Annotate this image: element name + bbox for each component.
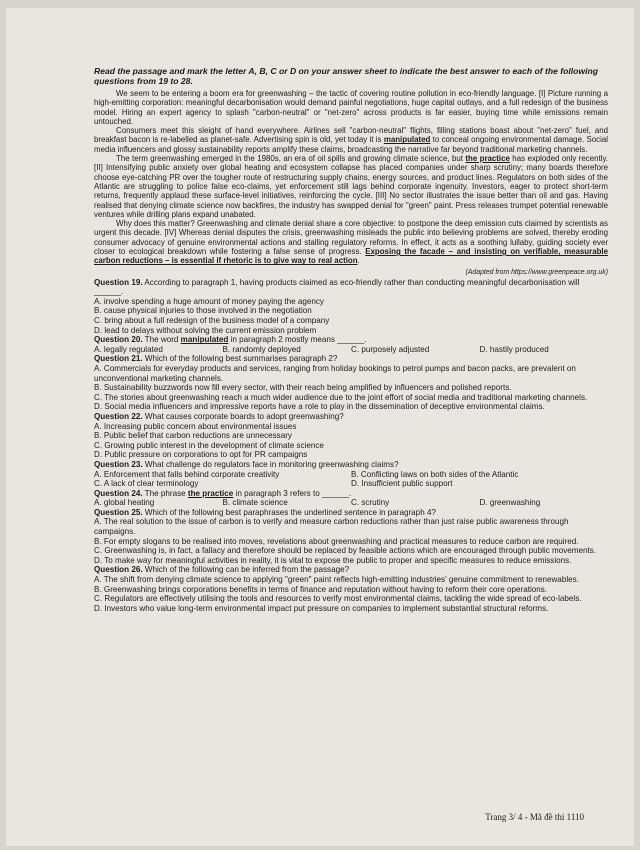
underlined-phrase-the-practice: the practice xyxy=(465,154,510,164)
source-citation: (Adapted from https://www.greenpeace.org.uk) xyxy=(465,268,608,276)
q20-option-b[interactable]: B. randomly deployed xyxy=(222,344,301,354)
q19-option-c[interactable]: C. bring about a full redesign of the business model of a company xyxy=(94,316,330,326)
exam-page xyxy=(6,8,634,846)
underlined-word-manipulated: manipulated xyxy=(383,135,431,145)
q22-option-d[interactable]: D. Public pressure on corporations to opt for PR campaigns xyxy=(94,450,308,460)
question-19: Question 19. According to paragraph 1, having products claimed as eco-friendly rather than conducting meaningful decarbonisation will ______. xyxy=(94,277,580,297)
q25-option-d[interactable]: D. To make way for meaningful activities in reality, it is vital to expose the public to proper and specific measures to reduce emissions. xyxy=(94,555,572,565)
page-footer: Trang 3/ 4 - Mã đề thi 1110 xyxy=(485,812,584,822)
q23-option-d[interactable]: D. Insufficient public support xyxy=(351,479,453,489)
instruction: Read the passage and mark the letter A, B, C or D on your answer sheet to indicate the best answer to each of the following questions from 19 to 28. xyxy=(94,66,598,86)
q22-option-b[interactable]: B. Public belief that carbon reductions are unnecessary xyxy=(94,431,292,441)
q24-option-b[interactable]: B. climate science xyxy=(222,498,288,508)
q24-options xyxy=(94,498,608,508)
q23-option-a[interactable]: A. Enforcement that falls behind corporate creativity xyxy=(94,469,280,479)
q25-option-b[interactable]: B. For empty slogans to be realised into moves, revelations about greenwashing and practical measures to reduce carbon are required. xyxy=(94,536,579,546)
q26-option-c[interactable]: C. Regulators are effectively utilising the tools and resources to verify most environmental claims, tackling the wide spread of eco-labels. xyxy=(94,594,582,604)
q21-option-c[interactable]: C. The stories about greenwashing reach a much wider audience due to the joint effort of social media and traditional marketing channels. xyxy=(94,392,588,402)
question-26: Question 26. Which of the following can be inferred from the passage? xyxy=(94,565,350,575)
q22-option-a[interactable]: A. Increasing public concern about environmental issues xyxy=(94,421,297,431)
question-21: Question 21. Which of the following best summarises paragraph 2? xyxy=(94,354,338,364)
q22-option-c[interactable]: C. Growing public interest in the development of climate science xyxy=(94,440,324,450)
question-24: Question 24. The phrase the practice in paragraph 3 refers to ______. xyxy=(94,488,352,498)
q23-options-row-2 xyxy=(94,479,608,489)
question-25: Question 25. Which of the following best paraphrases the underlined sentence in paragraph 4? xyxy=(94,507,436,517)
q24-option-d[interactable]: D. greenwashing xyxy=(479,498,541,508)
q25-option-c[interactable]: C. Greenwashing is, in fact, a fallacy and therefore should be replaced by feasible actions which are encouraged through public movements. xyxy=(94,546,597,556)
q21-option-a[interactable]: A. Commercials for everyday products and services, ranging from holiday bookings to petrol pumps and bacon packs, are prevalent on unconventional marketing channels. xyxy=(94,363,576,383)
q26-option-d[interactable]: D. Investors who value long-term environmental impact put pressure on companies to implement substantial structural reforms. xyxy=(94,603,549,613)
question-22: Question 22. What causes corporate boards to adopt greenwashing? xyxy=(94,411,344,421)
q19-option-d[interactable]: D. lead to delays without solving the current emission problem xyxy=(94,325,317,335)
q26-option-a[interactable]: A. The shift from denying climate science to applying "green" paint reflects high-emitting industries' genuine commitment to renewables. xyxy=(94,575,579,585)
q24-option-a[interactable]: A. global heating xyxy=(94,498,155,508)
q21-option-d[interactable]: D. Social media influencers and impressive reports have a role to play in the dissemination of deceptive environmental claims. xyxy=(94,402,545,412)
q24-option-c[interactable]: C. scrutiny xyxy=(351,498,390,508)
q20-option-d[interactable]: D. hastily produced xyxy=(479,344,549,354)
q21-option-b[interactable]: B. Sustainability buzzwords now fill every sector, with their reach being amplified by influencers and polished reports. xyxy=(94,383,512,393)
q23-options-row-1 xyxy=(94,470,608,480)
q25-option-a[interactable]: A. The real solution to the issue of carbon is to verify and measure carbon reductions rather than just raise public awareness through campaigns. xyxy=(94,517,569,537)
q26-option-b[interactable]: B. Greenwashing brings corporations benefits in terms of finance and reputation without having to reform their core operations. xyxy=(94,584,548,594)
passage-paragraph-2: Consumers meet this sleight of hand everywhere. Airlines sell "carbon-neutral" flights, filling stations boast about "net-zero" fuel, and breakfast bacon is re-labelled as planet-safe. Advertising spin is old, yet today it is manipulated to conceal ongoing environmental damage. Social media influencers and glossy sustainability reports amplify these claims, broadcasting the narrative far beyond traditional marketing channels. xyxy=(94,126,608,154)
question-23: Question 23. What challenge do regulators face in monitoring greenwashing claims? xyxy=(94,459,399,469)
passage-paragraph-4: Why does this matter? Greenwashing and climate denial share a core objective: to postpone the deep emission cuts claimed by scientists as urgent this decade. [IV] Whereas denial disputes the crisis, greenwashing misleads the public into believing problems are solved, thereby eroding consumer advocacy of genuine environmental actions and stalling regulatory reforms. In effect, it acts as a soothing lullaby, guiding society ever closer to ecological breakdown while fostering a false sense of progress. Exposing the facade – and insisting on verifiable, measurable carbon reductions – is essential if rhetoric is to give way to real action. xyxy=(94,219,608,266)
q23-option-b[interactable]: B. Conflicting laws on both sides of the Atlantic xyxy=(351,469,519,479)
q20-option-c[interactable]: C. purposely adjusted xyxy=(351,344,430,354)
underlined-sentence: Exposing the facade – and insisting on verifiable, measurable carbon reductions – is essential if rhetoric is to give way to real action xyxy=(94,247,608,266)
q20-options xyxy=(94,345,608,355)
q20-option-a[interactable]: A. legally regulated xyxy=(94,344,163,354)
q19-option-b[interactable]: B. cause physical injuries to those involved in the negotiation xyxy=(94,306,312,316)
q19-option-a[interactable]: A. involve spending a huge amount of money paying the agency xyxy=(94,296,324,306)
question-20: Question 20. The word manipulated in paragraph 2 mostly means ______. xyxy=(94,335,367,345)
q23-option-c[interactable]: C. A lack of clear terminology xyxy=(94,479,199,489)
passage-paragraph-3: The term greenwashing emerged in the 1980s, an era of oil spills and growing climate science, but the practice has exploded only recently. [II] Intensifying public anxiety over global heating and ecosystem collapse has placed companies under sharp scrutiny; many boards therefore choose eye-catching PR over the tougher route of restructuring supply chains, energy sources, and product lines. Regulators on both sides of the Atlantic are struggling to police false eco-claims, yet enforcement still lags behind corporate ingenuity. Investors, eager to protect short-term returns, frequently applaud these surface-level initiatives, reinforcing the cycle. [III] No sector illustrates the issue better than oil and gas. Having realised that denying climate science now backfires, the industry has swapped denial for "green" paint. Press releases trumpet potential renewable ventures while drilling plans expand unabated. xyxy=(94,154,609,219)
passage-paragraph-1: We seem to be entering a boom era for greenwashing – the tactic of covering routine pollution in eco-friendly language. [I] Picture running a high-emitting corporation: meaningful decarbonisation would demand painful negotiations, huge capital outlays, and a full redesign of the business model. Hiring an expert agency to splash "carbon-neutral" or "net-zero" across products is far easier, buying time while emissions remain untouched. xyxy=(94,89,608,126)
